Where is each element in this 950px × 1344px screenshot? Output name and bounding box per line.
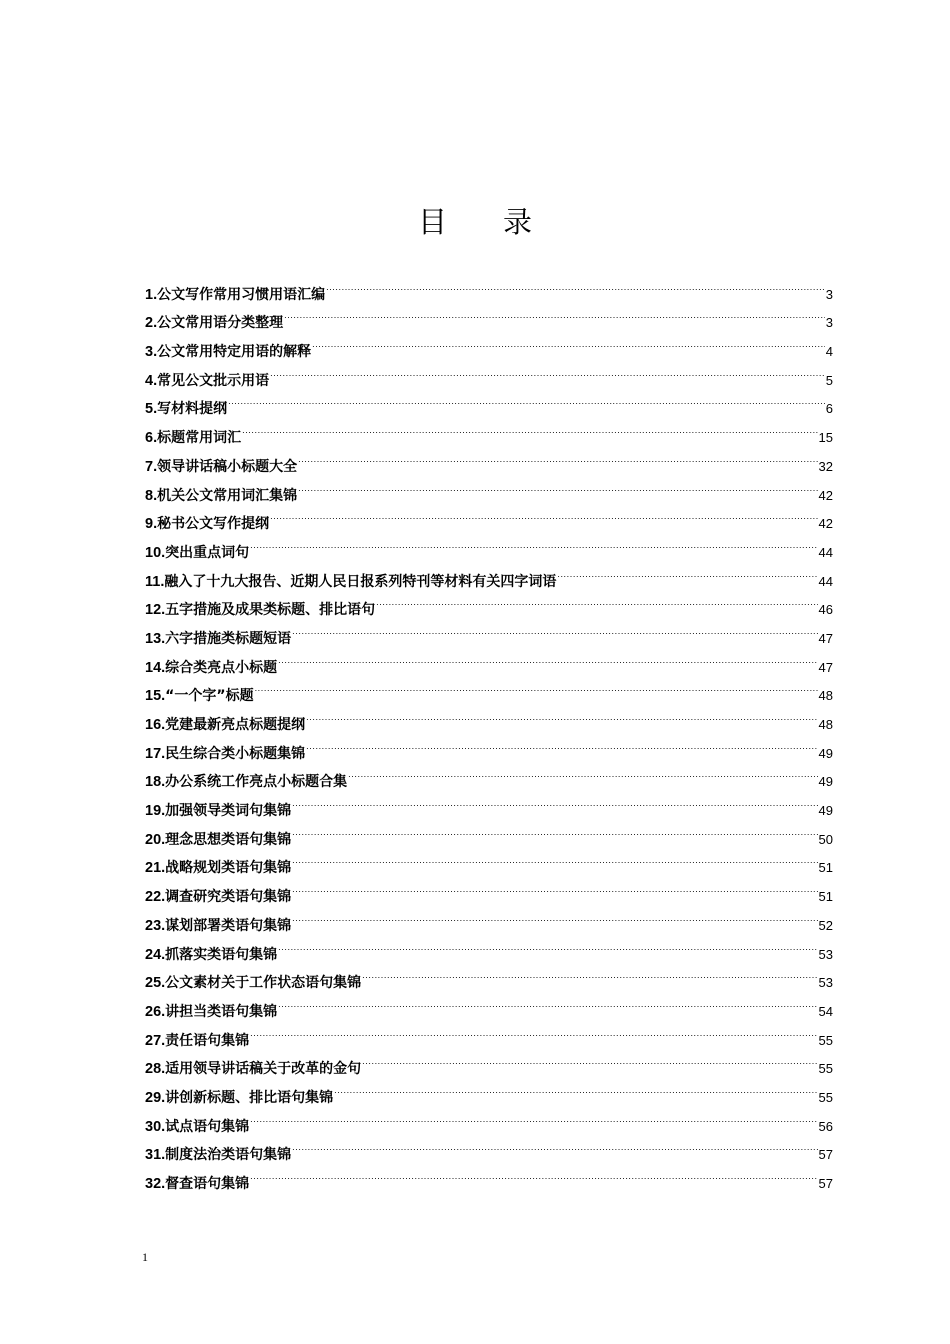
toc-entry-title: 办公系统工作亮点小标题合集 — [165, 774, 348, 791]
toc-leader-dots — [278, 643, 817, 672]
toc-entry-page: 49 — [818, 803, 833, 819]
toc-entry-page: 57 — [818, 1147, 833, 1163]
toc-entry-page: 48 — [818, 717, 833, 732]
toc-leader-dots — [306, 729, 817, 758]
toc-entry-number: 17. — [145, 745, 166, 762]
toc-leader-dots — [270, 500, 817, 529]
toc-entry-title: 六字措施类标题短语 — [165, 630, 292, 647]
toc-entry-number: 8. — [145, 487, 158, 504]
toc-entry-title: 责任语句集锦 — [165, 1032, 250, 1049]
toc-entry[interactable] — [145, 385, 833, 418]
toc-entry-number: 18. — [145, 774, 166, 791]
toc-entry-title: 理念思想类语句集锦 — [165, 831, 292, 848]
toc-leader-dots — [362, 1045, 817, 1074]
toc-entry-number: 11. — [145, 573, 165, 590]
toc-entry-page: 6 — [825, 401, 833, 417]
toc-entry-title: 融入了十九大报告、近期人民日报系列特刊等材料有关四字词语 — [164, 573, 557, 590]
toc-entry-page: 51 — [818, 889, 833, 905]
toc-entry-title: “一个字”标题 — [165, 688, 254, 705]
toc-entry-number: 9. — [145, 516, 158, 533]
toc-entry-title: 突出重点词句 — [165, 544, 250, 561]
toc-entry-page: 52 — [818, 917, 833, 933]
toc-entry-title: 领导讲话稿小标题大全 — [157, 458, 298, 475]
toc-entry-title: 试点语句集锦 — [165, 1118, 250, 1135]
toc-entry-number: 16. — [145, 717, 166, 733]
toc-entry-page: 47 — [818, 630, 833, 646]
toc-entry-page: 15 — [818, 430, 833, 446]
toc-entry-page: 3 — [825, 315, 833, 331]
toc-entry-page: 51 — [818, 860, 833, 876]
toc-leader-dots — [557, 557, 817, 586]
toc-leader-dots — [292, 1131, 817, 1160]
toc-entry-page: 44 — [818, 544, 833, 560]
toc-entry-title: 抓落实类语句集锦 — [165, 946, 278, 963]
toc-entry-number: 22. — [145, 889, 166, 906]
toc-entry-title: 加强领导类词句集锦 — [165, 803, 292, 820]
toc-entry-page: 53 — [818, 975, 833, 991]
toc-entry-page: 53 — [818, 946, 833, 962]
toc-leader-dots — [362, 959, 817, 988]
toc-leader-dots — [306, 700, 817, 729]
toc-leader-dots — [284, 299, 825, 328]
toc-entry-title: 调查研究类语句集锦 — [165, 889, 292, 906]
toc-entry-title: 公文常用特定用语的解释 — [157, 344, 312, 361]
toc-entry-number: 31. — [145, 1147, 166, 1164]
toc-entry-page: 56 — [818, 1118, 833, 1134]
toc-leader-dots — [312, 327, 825, 356]
toc-entry-title: 讲担当类语句集锦 — [165, 1003, 278, 1020]
toc-leader-dots — [292, 872, 817, 901]
toc-entry-page: 54 — [818, 1003, 833, 1019]
toc-entry-number: 14. — [145, 659, 166, 676]
toc-entry-number: 2. — [145, 315, 158, 332]
toc-entry-title: 谋划部署类语句集锦 — [165, 917, 292, 934]
table-of-contents — [145, 270, 833, 1192]
toc-entry-number: 24. — [145, 946, 166, 963]
page-title: 目录 — [417, 205, 588, 239]
toc-entry[interactable] — [145, 270, 833, 303]
toc-entry-page: 3 — [825, 286, 833, 302]
toc-leader-dots — [292, 901, 817, 930]
toc-entry-page: 55 — [818, 1032, 833, 1048]
toc-entry-title: 常见公文批示用语 — [157, 372, 270, 389]
toc-entry-number: 7. — [145, 458, 158, 475]
toc-leader-dots — [278, 930, 817, 959]
toc-entry-title: 讲创新标题、排比语句集锦 — [165, 1089, 334, 1106]
toc-entry-title: 秘书公文写作提纲 — [157, 516, 270, 533]
toc-leader-dots — [326, 270, 825, 299]
toc-entry-page: 55 — [818, 1061, 833, 1077]
toc-entry-page: 50 — [818, 831, 833, 847]
toc-entry-title: 写材料提纲 — [157, 401, 228, 418]
toc-entry-title: 制度法治类语句集锦 — [165, 1147, 292, 1164]
toc-entry-number: 25. — [145, 975, 166, 992]
page-number: 1 — [142, 1250, 148, 1264]
toc-entry-number: 5. — [145, 401, 158, 418]
toc-entry-title: 民生综合类小标题集锦 — [165, 745, 306, 762]
toc-entry-page: 49 — [818, 745, 833, 761]
toc-entry-number: 13. — [145, 630, 166, 647]
toc-leader-dots — [250, 528, 817, 557]
toc-entry-title: 标题常用词汇 — [157, 430, 242, 447]
toc-entry-title: 综合类亮点小标题 — [165, 659, 278, 676]
toc-entry-number: 6. — [145, 430, 158, 447]
toc-entry-title: 党建最新亮点标题提纲 — [165, 717, 306, 733]
toc-leader-dots — [292, 614, 817, 643]
toc-entry-page: 4 — [825, 344, 833, 360]
toc-leader-dots — [292, 815, 817, 844]
toc-leader-dots — [298, 471, 817, 500]
toc-entry-title: 机关公文常用词汇集锦 — [157, 487, 298, 504]
toc-entry[interactable] — [145, 413, 833, 447]
toc-leader-dots — [242, 413, 817, 442]
toc-leader-dots — [255, 672, 818, 701]
toc-entry-number: 28. — [145, 1061, 166, 1078]
toc-entry-title: 公文写作常用习惯用语汇编 — [157, 286, 326, 303]
toc-entry-number: 15. — [145, 688, 166, 705]
toc-entry-page: 48 — [818, 688, 833, 704]
toc-entry-number: 27. — [145, 1032, 166, 1049]
toc-entry-number: 21. — [145, 860, 166, 877]
toc-entry-page: 32 — [818, 458, 833, 474]
toc-leader-dots — [292, 844, 817, 873]
toc-leader-dots — [250, 1016, 817, 1045]
toc-entry-title: 公文常用语分类整理 — [157, 315, 284, 332]
toc-entry-number: 12. — [145, 602, 166, 619]
toc-entry-title: 适用领导讲话稿关于改革的金句 — [165, 1061, 362, 1078]
toc-entry-page: 42 — [818, 487, 833, 503]
toc-entry-number: 23. — [145, 917, 166, 934]
toc-entry-page: 57 — [818, 1176, 833, 1191]
toc-entry-title: 五字措施及成果类标题、排比语句 — [165, 602, 376, 619]
toc-entry-number: 20. — [145, 831, 166, 848]
toc-leader-dots — [292, 786, 817, 815]
toc-entry-number: 19. — [145, 803, 166, 820]
toc-entry-number: 30. — [145, 1118, 166, 1135]
toc-entry-number: 1. — [145, 286, 158, 303]
toc-entry-page: 49 — [818, 774, 833, 790]
toc-leader-dots — [250, 1159, 817, 1188]
toc-entry-page: 42 — [818, 516, 833, 532]
toc-leader-dots — [278, 987, 817, 1016]
toc-leader-dots — [298, 442, 817, 471]
toc-entry-number: 3. — [145, 344, 158, 361]
toc-leader-dots — [250, 1102, 817, 1131]
toc-entry-page: 5 — [825, 372, 833, 388]
toc-leader-dots — [334, 1073, 817, 1102]
toc-entry-page: 47 — [818, 659, 833, 675]
toc-leader-dots — [270, 356, 825, 385]
toc-entry-page: 55 — [818, 1089, 833, 1105]
toc-entry-number: 29. — [145, 1089, 166, 1106]
toc-leader-dots — [348, 758, 817, 787]
toc-entry-title: 战略规划类语句集锦 — [165, 860, 292, 877]
toc-leader-dots — [228, 385, 825, 414]
toc-entry-number: 4. — [145, 372, 158, 389]
toc-entry-page: 46 — [818, 602, 833, 618]
toc-entry-number: 32. — [145, 1176, 166, 1192]
toc-entry-page: 44 — [818, 573, 833, 589]
toc-entry-number: 26. — [145, 1003, 166, 1020]
toc-entry-title: 公文素材关于工作状态语句集锦 — [165, 975, 362, 992]
toc-entry[interactable] — [145, 442, 833, 475]
toc-entry-title: 督查语句集锦 — [165, 1176, 250, 1192]
toc-leader-dots — [376, 586, 817, 615]
toc-entry-number: 10. — [145, 544, 166, 561]
